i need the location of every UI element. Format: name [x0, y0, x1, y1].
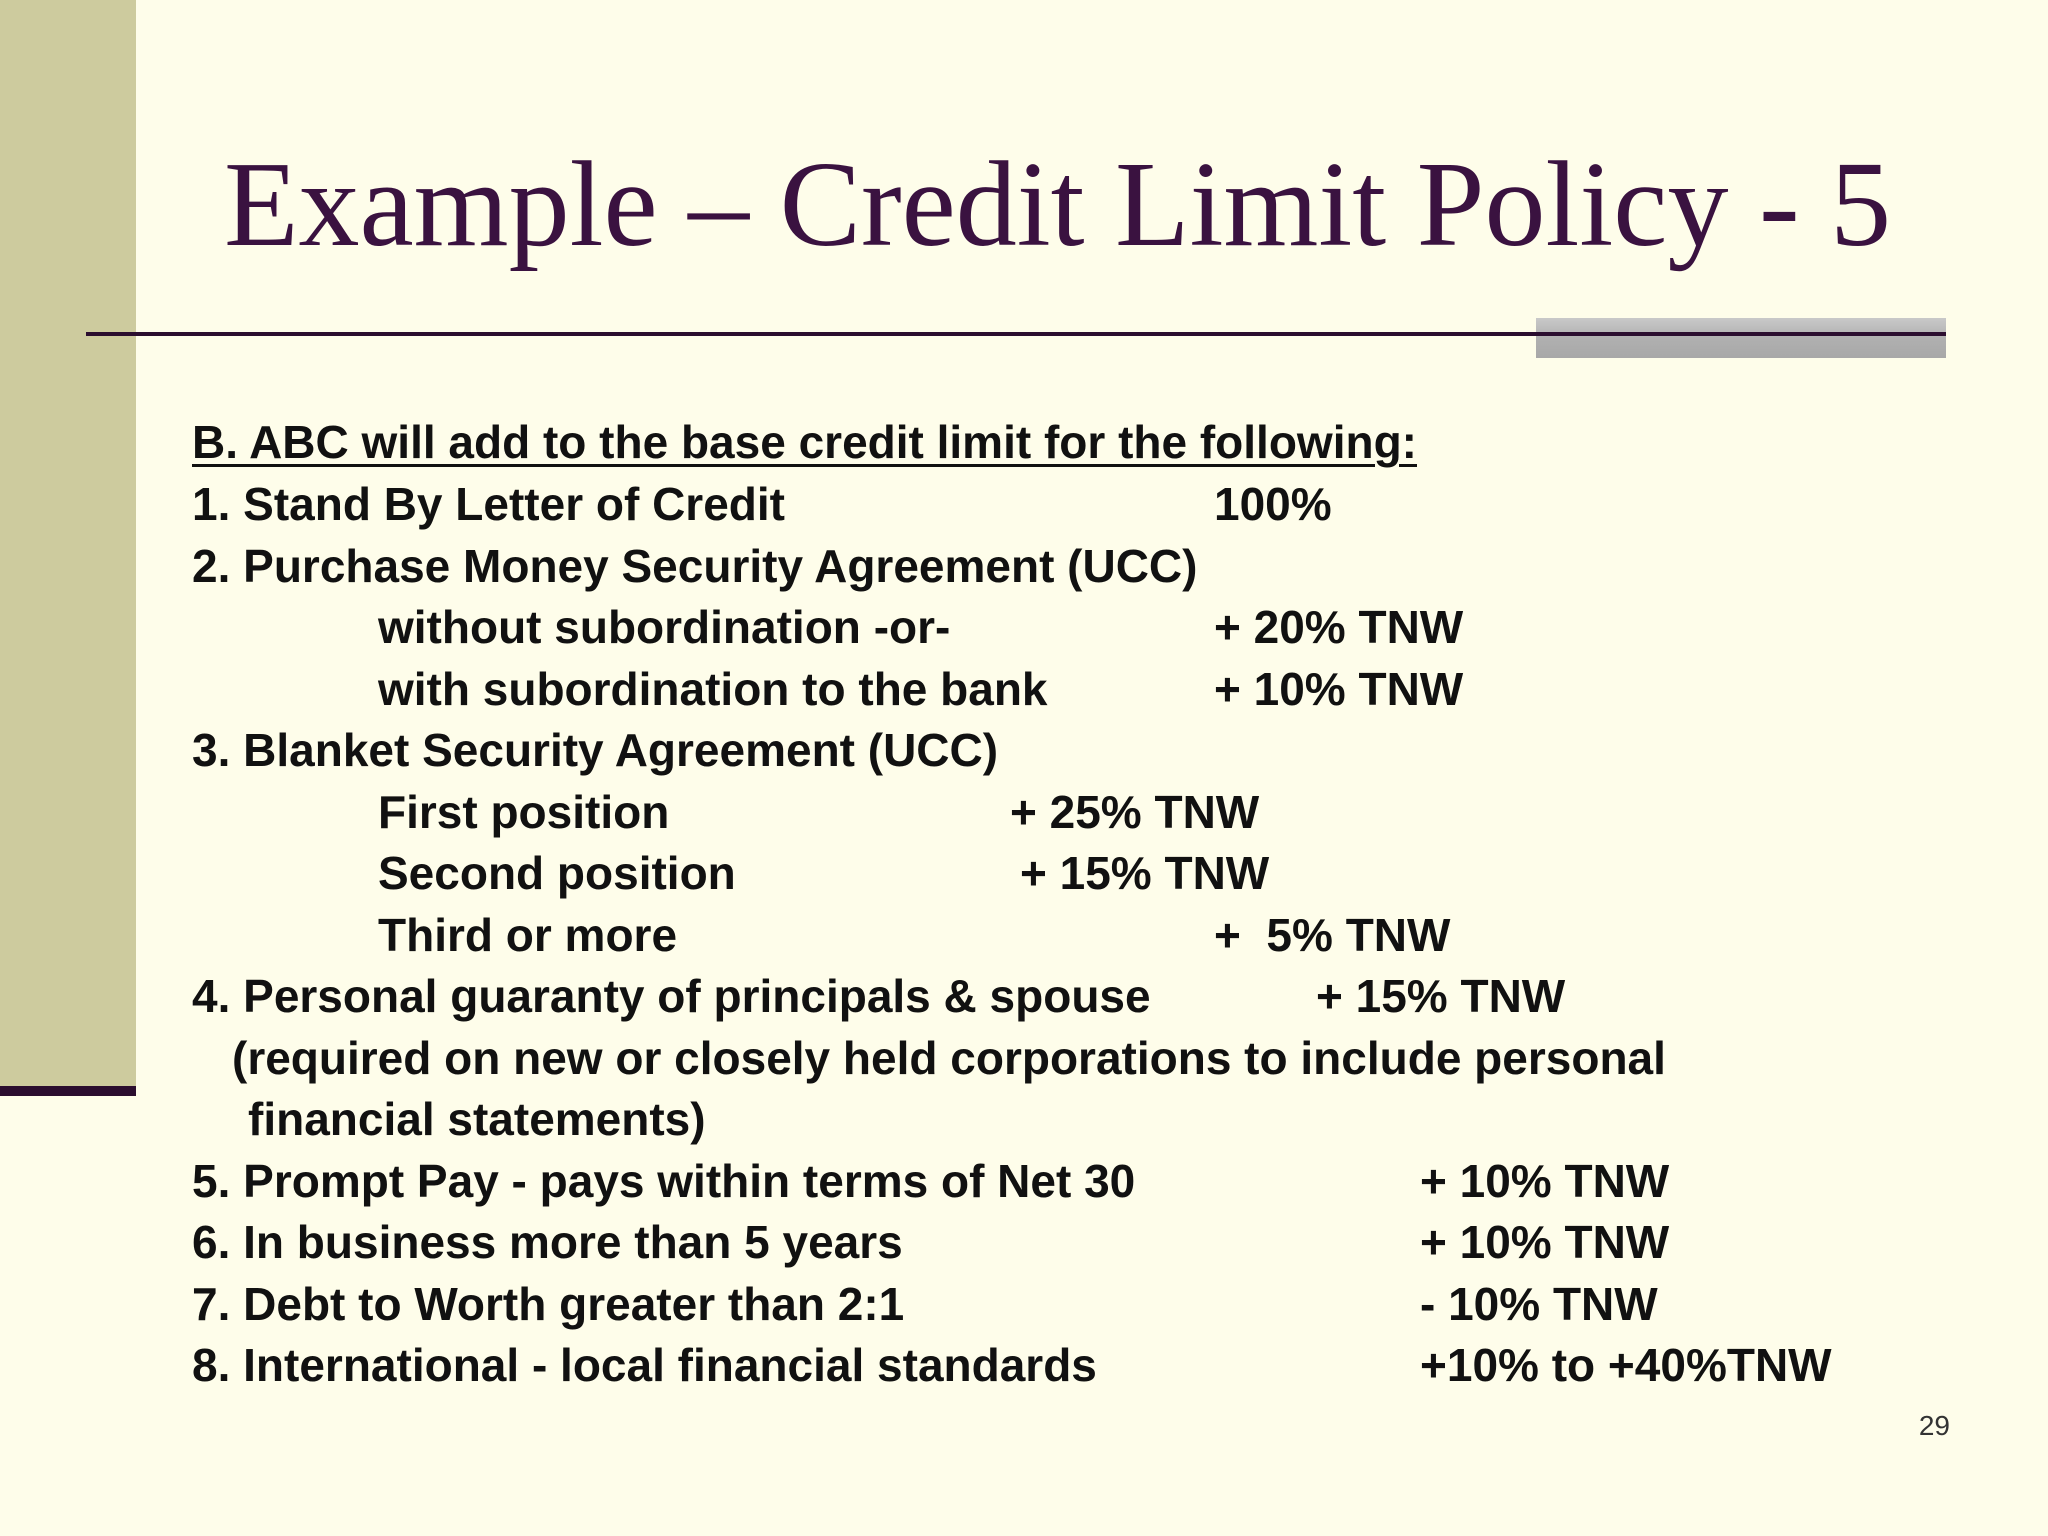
item-5-value: + 10% TNW — [1420, 1155, 1670, 1207]
item-3-label: 3. Blanket Security Agreement (UCC) — [192, 724, 999, 776]
item-1-value: 100% — [1214, 478, 1332, 530]
item-6-label: 6. In business more than 5 years — [192, 1216, 903, 1268]
item-1-label: 1. Stand By Letter of Credit — [192, 478, 785, 530]
slide-title: Example – Credit Limit Policy - 5 — [224, 137, 1892, 272]
item-4-note-line-2: financial statements) — [248, 1093, 706, 1145]
item-8-label: 8. International - local financial standards — [192, 1339, 1097, 1391]
item-4-label: 4. Personal guaranty of principals & spouse — [192, 970, 1151, 1022]
item-2b-value: + 10% TNW — [1214, 663, 1464, 715]
slide-number: 29 — [1918, 1410, 1950, 1441]
item-2b-label: with subordination to the bank — [378, 663, 1048, 715]
item-6-value: + 10% TNW — [1420, 1216, 1670, 1268]
section-heading: B. ABC will add to the base credit limit for the following: — [192, 416, 1417, 468]
item-3a-label: First position — [378, 786, 670, 838]
item-4-note-line-1: (required on new or closely held corporations to include personal — [232, 1032, 1666, 1084]
item-3c-label: Third or more — [378, 909, 678, 961]
item-3a-value: + 25% TNW — [1010, 786, 1260, 838]
item-3c-value: + 5% TNW — [1214, 909, 1451, 961]
item-5-label: 5. Prompt Pay - pays within terms of Net 30 — [192, 1155, 1136, 1207]
item-3b-value: + 15% TNW — [1020, 847, 1270, 899]
item-2a-label: without subordination -or- — [378, 601, 951, 653]
item-7-label: 7. Debt to Worth greater than 2:1 — [192, 1278, 905, 1330]
item-8-value: +10% to +40%TNW — [1420, 1339, 1832, 1391]
item-2a-value: + 20% TNW — [1214, 601, 1464, 653]
item-2-label: 2. Purchase Money Security Agreement (UCC) — [192, 540, 1198, 592]
item-4-value: + 15% TNW — [1316, 970, 1566, 1022]
item-7-value: - 10% TNW — [1420, 1278, 1658, 1330]
item-3b-label: Second position — [378, 847, 736, 899]
